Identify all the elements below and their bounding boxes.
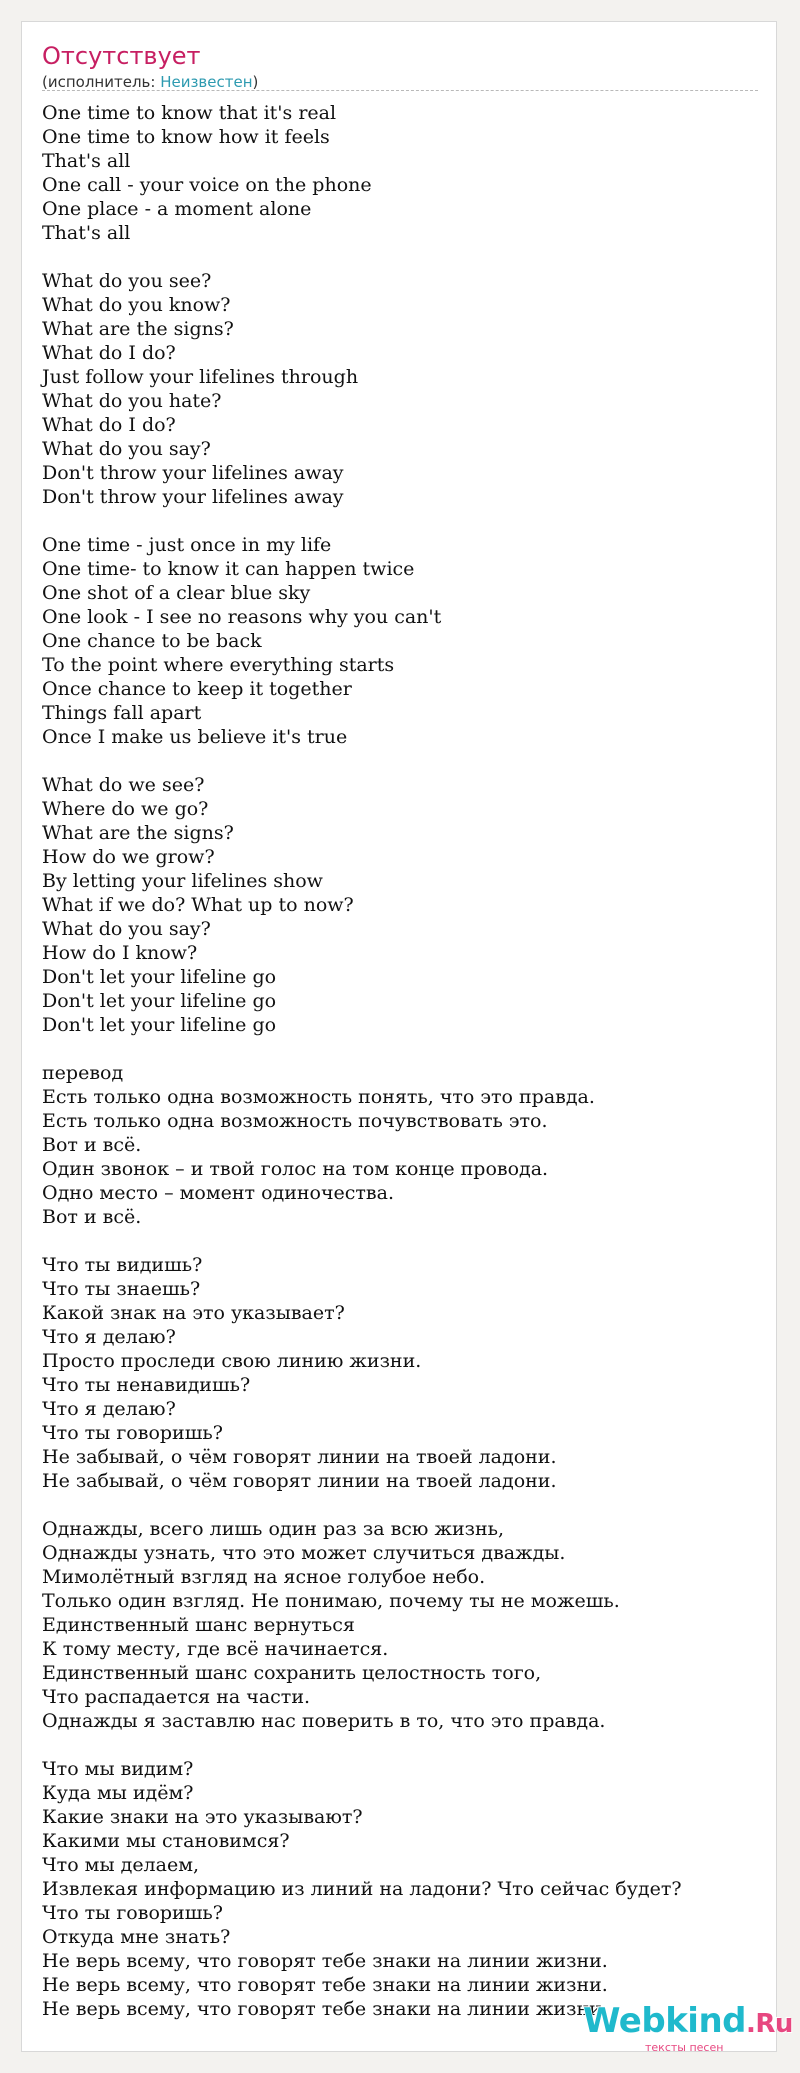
lyrics-line: What do you see? (42, 270, 212, 292)
lyrics-line: Извлекая информацию из линий на ладони? Что сейчас будет? (42, 1878, 682, 1900)
lyrics-line: Просто проследи свою линию жизни. (42, 1350, 422, 1372)
lyrics-line: What do you know? (42, 294, 231, 316)
lyrics-line: Что мы видим? (42, 1758, 194, 1780)
lyrics-line: Don't let your lifeline go (42, 1014, 277, 1036)
lyrics-text (42, 101, 758, 2021)
lyrics-line: What are the signs? (42, 822, 234, 844)
site-tagline: тексты песен (645, 2041, 724, 2054)
lyrics-line: Что я делаю? (42, 1326, 176, 1348)
lyrics-blank-line (42, 749, 758, 773)
lyrics-line: Что ты говоришь? (42, 1422, 223, 1444)
lyrics-line: What do you say? (42, 918, 211, 940)
lyrics-line: Where do we go? (42, 798, 209, 820)
lyrics-line: Что я делаю? (42, 1398, 176, 1420)
lyrics-line: Куда мы идём? (42, 1782, 194, 1804)
lyrics-line: Once I make us believe it's true (42, 726, 348, 748)
lyrics-card (21, 21, 777, 2052)
lyrics-line: Что мы делаем, (42, 1854, 200, 1876)
lyrics-line: What if we do? What up to now? (42, 894, 354, 916)
lyrics-line: To the point where everything starts (42, 654, 395, 676)
lyrics-line: Откуда мне знать? (42, 1926, 231, 1948)
site-logo-tld: .Ru (746, 2009, 793, 2039)
lyrics-line: Things fall apart (42, 702, 202, 724)
lyrics-line: One look - I see no reasons why you can't (42, 606, 442, 628)
lyrics-line: Just follow your lifelines through (42, 366, 359, 388)
lyrics-line: Вот и всё. (42, 1134, 142, 1156)
lyrics-line: Не забывай, о чём говорят линии на твоей ладони. (42, 1446, 557, 1468)
lyrics-line: Есть только одна возможность почувствовать это. (42, 1110, 548, 1132)
lyrics-line: One time- to know it can happen twice (42, 558, 415, 580)
lyrics-line: What do I do? (42, 342, 176, 364)
lyrics-line: That's all (42, 150, 131, 172)
lyrics-line: Однажды, всего лишь один раз за всю жизнь, (42, 1518, 505, 1540)
lyrics-line: Что ты ненавидишь? (42, 1374, 251, 1396)
lyrics-line: One call - your voice on the phone (42, 174, 372, 196)
lyrics-line: Что распадается на части. (42, 1686, 311, 1708)
lyrics-blank-line (42, 509, 758, 533)
lyrics-line: Не забывай, о чём говорят линии на твоей ладони. (42, 1470, 557, 1492)
lyrics-line: One shot of a clear blue sky (42, 582, 311, 604)
lyrics-line: One place - a moment alone (42, 198, 312, 220)
lyrics-line: Только один взгляд. Не понимаю, почему ты не можешь. (42, 1590, 620, 1612)
lyrics-line: What do we see? (42, 774, 205, 796)
lyrics-line: Вот и всё. (42, 1206, 142, 1228)
lyrics-line: Don't throw your lifelines away (42, 486, 344, 508)
lyrics-blank-line (42, 1037, 758, 1061)
title-divider (42, 90, 758, 91)
lyrics-blank-line (42, 245, 758, 269)
artist-link[interactable]: Неизвестен (160, 73, 253, 91)
lyrics-line: That's all (42, 222, 131, 244)
lyrics-blank-line (42, 1733, 758, 1757)
lyrics-line: Однажды узнать, что это может случиться дважды. (42, 1542, 566, 1564)
lyrics-line: One chance to be back (42, 630, 262, 652)
site-logo-main: Webkind (583, 2001, 746, 2041)
lyrics-line: Одно место – момент одиночества. (42, 1182, 394, 1204)
lyrics-line: Не верь всему, что говорят тебе знаки на линии жизни. (42, 1950, 608, 1972)
lyrics-line: What do I do? (42, 414, 176, 436)
lyrics-line: Какие знаки на это указывают? (42, 1806, 363, 1828)
lyrics-line: How do we grow? (42, 846, 215, 868)
lyrics-line: К тому месту, где всё начинается. (42, 1638, 389, 1660)
lyrics-line: What do you say? (42, 438, 211, 460)
site-watermark (583, 2001, 793, 2054)
lyrics-line: Один звонок – и твой голос на том конце провода. (42, 1158, 549, 1180)
lyrics-line: Мимолётный взгляд на ясное голубое небо. (42, 1566, 486, 1588)
song-title: Отсутствует (42, 42, 201, 70)
lyrics-line: Однажды я заставлю нас поверить в то, что это правда. (42, 1710, 606, 1732)
lyrics-line: One time - just once in my life (42, 534, 332, 556)
lyrics-line: Что ты говоришь? (42, 1902, 223, 1924)
lyrics-line: Не верь всему, что говорят тебе знаки на линии жизни. (42, 1974, 608, 1996)
site-logo (583, 2001, 793, 2041)
lyrics-line: перевод (42, 1062, 124, 1084)
artist-line (42, 72, 258, 92)
lyrics-line: What do you hate? (42, 390, 222, 412)
lyrics-line: Какой знак на это указывает? (42, 1302, 345, 1324)
lyrics-blank-line (42, 1493, 758, 1517)
lyrics-line: Единственный шанс сохранить целостность того, (42, 1662, 542, 1684)
lyrics-line: One time to know that it's real (42, 102, 337, 124)
lyrics-line: How do I know? (42, 942, 198, 964)
lyrics-line: What are the signs? (42, 318, 234, 340)
lyrics-line: Что ты знаешь? (42, 1278, 201, 1300)
lyrics-line: Once chance to keep it together (42, 678, 352, 700)
lyrics-line: By letting your lifelines show (42, 870, 323, 892)
lyrics-line: Что ты видишь? (42, 1254, 203, 1276)
artist-prefix: (исполнитель: (42, 73, 161, 91)
lyrics-line: Единственный шанс вернуться (42, 1614, 355, 1636)
lyrics-line: Есть только одна возможность понять, что это правда. (42, 1086, 595, 1108)
lyrics-blank-line (42, 1229, 758, 1253)
lyrics-line: Какими мы становимся? (42, 1830, 290, 1852)
artist-suffix: ) (252, 73, 259, 91)
lyrics-line: Don't throw your lifelines away (42, 462, 344, 484)
lyrics-line: Don't let your lifeline go (42, 966, 277, 988)
lyrics-line: One time to know how it feels (42, 126, 330, 148)
lyrics-line: Don't let your lifeline go (42, 990, 277, 1012)
lyrics-line: Не верь всему, что говорят тебе знаки на линии жизни. (42, 1998, 608, 2020)
